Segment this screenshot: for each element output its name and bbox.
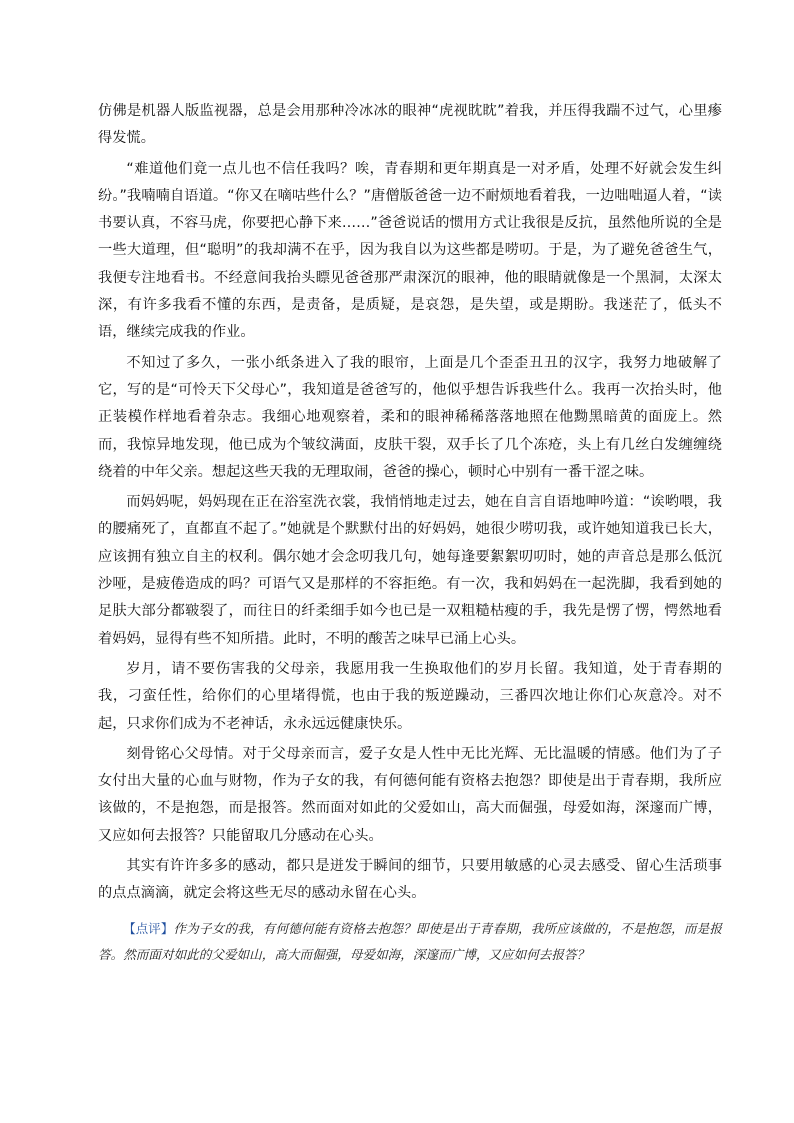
paragraph-5: 岁月，请不要伤害我的父母亲，我愿用我一生换取他们的岁月长留。我知道，处于青春期的我，刁蛮任性，给你们的心里堵得慌，也由于我的叛逆躁动，三番四次地让你们心灰意冷。对不起，只求你们成为不老神话，永永远远健康快乐。 bbox=[98, 660, 722, 732]
paragraph-7: 其实有许许多多的感动，都只是迸发于瞬间的细节，只要用敏感的心灵去感受、留心生活琐事的点点滴滴，就定会将这些无尽的感动永留在心头。 bbox=[98, 858, 722, 902]
paragraph-2: “难道他们竟一点儿也不信任我吗？唉，青春期和更年期真是一对矛盾，处理不好就会发生纠纷。”我喃喃自语道。“你又在嘀咕些什么？”唐僧版爸爸一边不耐烦地看着我，一边咄咄逼人着，“读书要认真，不容马虎，你要把心静下来……”爸爸说话的惯用方式让我很是反抗，虽然他所说的全是一些大道理，但“聪明”的我却满不在乎，因为我自以为这些都是唠叨。于是，为了避免爸爸生气，我便专注地看书。不经意间我抬头瞟见爸爸那严肃深沉的眼神，他的眼睛就像是一个黑洞，太深太深，有许多我看不懂的东西，是责备，是质疑，是哀怨，是失望，或是期盼。我迷茫了，低头不语，继续完成我的作业。 bbox=[98, 160, 722, 341]
paragraph-3: 不知过了多久，一张小纸条进入了我的眼帘，上面是几个歪歪丑丑的汉字，我努力地破解了它，写的是“可怜天下父母心”，我知道是爸爸写的，他似乎想告诉我些什么。我再一次抬头时，他正装模作样地看着杂志。我细心地观察着，柔和的眼神稀稀落落地照在他黝黑暗黄的面庞上。然而，我惊异地发现，他已成为个皱纹满面，皮肤干裂，双手长了几个冻疮，头上有几丝白发缠缠绕绕着的中年父亲。想起这些天我的无理取闹，爸爸的操心，顿时心中别有一番干涩之味。 bbox=[98, 354, 722, 480]
paragraph-1: 仿佛是机器人版监视器，总是会用那种冷冰冰的眼神“虎视眈眈”着我，并压得我踹不过气，心里瘆得发慌。 bbox=[98, 103, 722, 147]
paragraph-4: 而妈妈呢，妈妈现在正在浴室洗衣裳，我悄悄地走过去，她在自言自语地呻吟道：“诶哟喂，我的腰痛死了，直都直不起了。”她就是个默默付出的好妈妈，她很少唠叨我，或许她知道我已长大，应该拥有独立自主的权利。偶尔她才会念叨我几句，她每逢要絮絮叨叨时，她的声音总是那么低沉沙哑，是疲倦造成的吗？可语气又是那样的不容拒绝。有一次，我和妈妈在一起洗脚，我看到她的足肤大部分都皲裂了，而往日的纤柔细手如今也已是一双粗糙枯瘦的手，我先是愣了愣，愕然地看着妈妈，显得有些不知所措。此时，不明的酸苦之味早已涌上心头。 bbox=[98, 494, 722, 647]
paragraph-6: 刻骨铭心父母情。对于父母亲而言，爱子女是人性中无比光辉、无比温暖的情感。他们为了子女付出大量的心血与财物，作为子女的我，有何德何能有资格去抱怨？即使是出于青春期，我所应该做的，不是抱怨，而是报答。然而面对如此的父爱如山，高大而倔强，母爱如海，深邃而广博，又应如何去报答？只能留取几分感动在心头。 bbox=[98, 745, 722, 844]
review-comment-tag: 【点评】 bbox=[123, 920, 174, 936]
review-comment bbox=[98, 916, 722, 968]
review-comment-text: 作为子女的我，有何德何能有资格去抱怨？即使是出于青春期，我所应该做的，不是抱怨，而是报答。然而面对如此的父爱如山，高大而倔强，母爱如海，深邃而广博，又应如何去报答？ bbox=[98, 920, 723, 962]
document-page bbox=[98, 98, 722, 968]
